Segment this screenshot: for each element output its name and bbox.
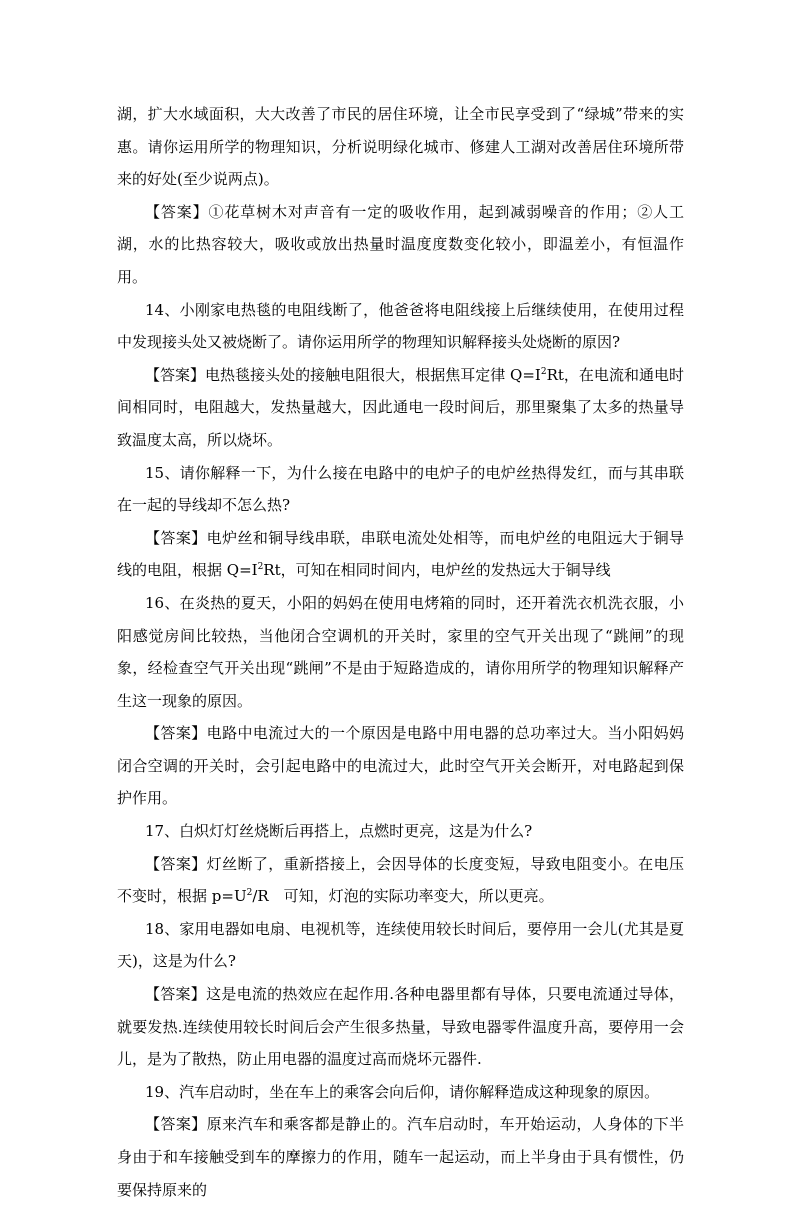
answer-15-text-pre: 电炉丝和铜导线串联，串联电流处处相等，而电炉丝的电阻远大于铜导线的电阻，根据 Q=I bbox=[117, 528, 684, 580]
answer-15-superscript: 2 bbox=[257, 562, 264, 573]
answer-label: 【答案】 bbox=[145, 202, 209, 221]
question-14: 14、小刚家电热毯的电阻线断了，他爸爸将电阻线接上后继续使用，在使用过程中发现接头处又被烧断了。请你运用所学的物理知识解释接头处烧断的原因? bbox=[117, 300, 684, 352]
question-13-continuation: 湖，扩大水域面积，大大改善了市民的居住环境，让全市民享受到了“绿城”带来的实惠。请你运用所学的物理知识，分析说明绿化城市、修建人工湖对改善居住环境所带来的好处(至少说两点)。 bbox=[117, 105, 684, 189]
answer-19-text: 原来汽车和乘客都是静止的。汽车启动时，车开始运动，人身体的下半身由于和车接触受到车的摩擦力的作用，随车一起运动，而上半身由于具有惯性，仍要保持原来的 bbox=[117, 1115, 684, 1199]
answer-14-superscript: 2 bbox=[540, 366, 547, 377]
question-18: 18、家用电器如电扇、电视机等，连续使用较长时间后，要停用一会儿(尤其是夏天)，这是为什么? bbox=[117, 919, 684, 971]
answer-17 bbox=[117, 848, 684, 913]
question-17: 17、白炽灯灯丝烧断后再搭上，点燃时更亮，这是为什么? bbox=[145, 822, 533, 841]
answer-13 bbox=[117, 196, 684, 294]
answer-17-superscript: 2 bbox=[246, 888, 253, 899]
answer-label: 【答案】 bbox=[145, 724, 207, 743]
answer-label: 【答案】 bbox=[145, 365, 206, 384]
answer-17-text-pre: 灯丝断了，重新搭接上，会因导体的长度变短，导致电阻变小。在电压不变时，根据 p=U bbox=[117, 854, 684, 906]
answer-label: 【答案】 bbox=[145, 1115, 207, 1134]
question-15: 15、请你解释一下，为什么接在电路中的电炉子的电炉丝热得发红，而与其串联在一起的导线却不怎么热? bbox=[117, 463, 684, 515]
answer-13-text: ①花草树木对声音有一定的吸收作用，起到减弱噪音的作用；②人工湖，水的比热容较大，吸收或放出热量时温度度数变化较小，即温差小，有恒温作用。 bbox=[117, 202, 684, 286]
answer-14-text-pre: 电热毯接头处的接触电阻很大，根据焦耳定律 Q=I bbox=[205, 365, 541, 384]
answer-14 bbox=[117, 359, 684, 457]
answer-15-text-post: Rt，可知在相同时间内，电炉丝的发热远大于铜导线 bbox=[263, 561, 611, 580]
answer-label: 【答案】 bbox=[145, 854, 207, 873]
question-16: 16、在炎热的夏天，小阳的妈妈在使用电烤箱的同时，还开着洗衣机洗衣服，小阳感觉房间比较热，当他闭合空调机的开关时，家里的空气开关出现了“跳闸”的现象，经检查空气开关出现“跳闸”不是由于短路造成的，请你用所学的物理知识解释产生这一现象的原因。 bbox=[117, 593, 684, 710]
answer-15 bbox=[117, 522, 684, 587]
answer-14-text-post: Rt，在电流和通电时间相同时，电阻越大，发热量越大，因此通电一段时间后，那里聚集了太多的热量导致温度太高，所以烧坏。 bbox=[117, 365, 684, 449]
answer-19 bbox=[117, 1108, 684, 1206]
question-19: 19、汽车启动时，坐在车上的乘客会向后仰，请你解释造成这种现象的原因。 bbox=[145, 1082, 660, 1101]
answer-16-text: 电路中电流过大的一个原因是电路中用电器的总功率过大。当小阳妈妈闭合空调的开关时，会引起电路中的电流过大，此时空气开关会断开，对电路起到保护作用。 bbox=[117, 724, 684, 808]
answer-18-text: 这是电流的热效应在起作用.各种电器里都有导体，只要电流通过导体，就要发热.连续使用较长时间后会产生很多热量，导致电器零件温度升高，要停用一会儿，是为了散热，防止用电器的温度过高而烧坏元器件. bbox=[117, 985, 684, 1069]
answer-18 bbox=[117, 978, 684, 1076]
answer-label: 【答案】 bbox=[145, 985, 207, 1004]
answer-label: 【答案】 bbox=[145, 528, 207, 547]
answer-16 bbox=[117, 717, 684, 815]
answer-17-text-post: /R 可知，灯泡的实际功率变大，所以更亮。 bbox=[252, 887, 554, 906]
